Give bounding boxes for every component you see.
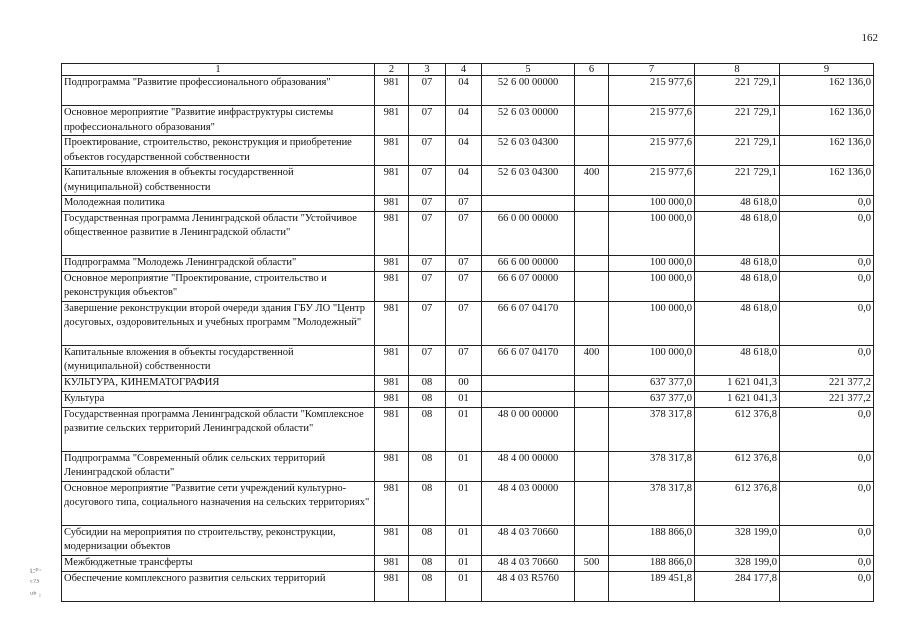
table-row bbox=[62, 211, 874, 255]
table-row bbox=[62, 271, 874, 301]
row-code-2: 981 bbox=[375, 196, 409, 212]
row-code-5: 48 4 00 00000 bbox=[482, 451, 575, 481]
row-code-6 bbox=[575, 375, 609, 391]
row-value-8: 328 199,0 bbox=[695, 525, 780, 555]
row-name: Подпрограмма "Современный облик сельских территорий Ленинградской области" bbox=[62, 451, 375, 481]
row-value-9: 0,0 bbox=[780, 345, 874, 375]
row-code-2: 981 bbox=[375, 271, 409, 301]
row-code-5: 48 4 03 00000 bbox=[482, 481, 575, 525]
table-row bbox=[62, 571, 874, 601]
row-value-8: 221 729,1 bbox=[695, 136, 780, 166]
row-name: Субсидии на мероприятия по строительству, реконструкции, модернизации объектов bbox=[62, 525, 375, 555]
row-name: Молодежная политика bbox=[62, 196, 375, 212]
row-code-2: 981 bbox=[375, 481, 409, 525]
row-code-5: 66 6 07 04170 bbox=[482, 345, 575, 375]
row-value-7: 100 000,0 bbox=[609, 255, 695, 271]
row-value-7: 100 000,0 bbox=[609, 345, 695, 375]
row-code-3: 08 bbox=[409, 571, 446, 601]
row-code-4: 04 bbox=[446, 136, 482, 166]
margin-mark: ι:ᵖ· bbox=[30, 566, 42, 575]
row-code-3: 08 bbox=[409, 555, 446, 571]
row-code-4: 01 bbox=[446, 555, 482, 571]
row-code-5: 66 6 00 00000 bbox=[482, 255, 575, 271]
row-code-4: 07 bbox=[446, 271, 482, 301]
row-code-2: 981 bbox=[375, 106, 409, 136]
row-code-3: 08 bbox=[409, 525, 446, 555]
col-header-7: 7 bbox=[609, 64, 695, 76]
row-code-3: 08 bbox=[409, 451, 446, 481]
row-name: КУЛЬТУРА, КИНЕМАТОГРАФИЯ bbox=[62, 375, 375, 391]
row-value-7: 189 451,8 bbox=[609, 571, 695, 601]
margin-mark: ᶜ⁷³ bbox=[30, 578, 40, 587]
row-value-9: 0,0 bbox=[780, 525, 874, 555]
row-value-7: 215 977,6 bbox=[609, 166, 695, 196]
row-value-8: 48 618,0 bbox=[695, 196, 780, 212]
row-code-6 bbox=[575, 211, 609, 255]
row-name: Капитальные вложения в объекты государственной (муниципальной) собственности bbox=[62, 345, 375, 375]
table-row bbox=[62, 76, 874, 106]
margin-mark: ᵘᵇ ᵢ bbox=[30, 590, 41, 599]
row-code-3: 07 bbox=[409, 76, 446, 106]
row-code-3: 07 bbox=[409, 166, 446, 196]
row-value-9: 162 136,0 bbox=[780, 166, 874, 196]
row-value-8: 1 621 041,3 bbox=[695, 375, 780, 391]
row-code-2: 981 bbox=[375, 391, 409, 407]
row-code-6: 400 bbox=[575, 345, 609, 375]
row-code-5: 52 6 00 00000 bbox=[482, 76, 575, 106]
row-code-6 bbox=[575, 271, 609, 301]
row-value-9: 0,0 bbox=[780, 451, 874, 481]
table-row bbox=[62, 375, 874, 391]
row-code-6 bbox=[575, 301, 609, 345]
row-value-7: 100 000,0 bbox=[609, 271, 695, 301]
row-name: Основное мероприятие "Развитие сети учреждений культурно-досугового типа, социального назначения на сельских территориях" bbox=[62, 481, 375, 525]
table-row bbox=[62, 525, 874, 555]
row-name: Завершение реконструкции второй очереди здания ГБУ ЛО "Центр досуговых, оздоровительных и учебных программ "Молодежный" bbox=[62, 301, 375, 345]
row-value-7: 637 377,0 bbox=[609, 375, 695, 391]
row-code-4: 04 bbox=[446, 76, 482, 106]
row-value-7: 215 977,6 bbox=[609, 136, 695, 166]
header-row bbox=[62, 64, 874, 76]
row-value-8: 48 618,0 bbox=[695, 255, 780, 271]
row-code-3: 07 bbox=[409, 271, 446, 301]
col-header-3: 3 bbox=[409, 64, 446, 76]
col-header-4: 4 bbox=[446, 64, 482, 76]
row-value-8: 1 621 041,3 bbox=[695, 391, 780, 407]
row-name: Культура bbox=[62, 391, 375, 407]
row-code-2: 981 bbox=[375, 255, 409, 271]
row-code-6 bbox=[575, 407, 609, 451]
row-code-5: 48 4 03 R5760 bbox=[482, 571, 575, 601]
row-code-6 bbox=[575, 571, 609, 601]
row-name: Капитальные вложения в объекты государственной (муниципальной) собственности bbox=[62, 166, 375, 196]
row-value-9: 0,0 bbox=[780, 211, 874, 255]
row-code-2: 981 bbox=[375, 345, 409, 375]
row-code-4: 07 bbox=[446, 255, 482, 271]
row-value-9: 221 377,2 bbox=[780, 391, 874, 407]
row-code-2: 981 bbox=[375, 571, 409, 601]
row-code-6: 400 bbox=[575, 166, 609, 196]
row-code-5: 48 0 00 00000 bbox=[482, 407, 575, 451]
col-header-6: 6 bbox=[575, 64, 609, 76]
table-row bbox=[62, 196, 874, 212]
col-header-5: 5 bbox=[482, 64, 575, 76]
row-code-4: 01 bbox=[446, 571, 482, 601]
row-name: Основное мероприятие "Проектирование, строительство и реконструкция объектов" bbox=[62, 271, 375, 301]
row-code-2: 981 bbox=[375, 301, 409, 345]
row-name: Государственная программа Ленинградской области "Устойчивое общественное развитие в Ленинградской области" bbox=[62, 211, 375, 255]
row-code-5: 48 4 03 70660 bbox=[482, 555, 575, 571]
row-code-4: 01 bbox=[446, 407, 482, 451]
row-code-4: 01 bbox=[446, 391, 482, 407]
row-code-6 bbox=[575, 106, 609, 136]
row-name: Подпрограмма "Развитие профессионального образования" bbox=[62, 76, 375, 106]
row-code-3: 08 bbox=[409, 375, 446, 391]
row-code-5: 52 6 03 00000 bbox=[482, 106, 575, 136]
row-code-5: 52 6 03 04300 bbox=[482, 136, 575, 166]
row-name: Межбюджетные трансферты bbox=[62, 555, 375, 571]
budget-table bbox=[61, 63, 874, 602]
row-code-4: 07 bbox=[446, 211, 482, 255]
table-row bbox=[62, 166, 874, 196]
row-value-8: 328 199,0 bbox=[695, 555, 780, 571]
row-value-9: 0,0 bbox=[780, 196, 874, 212]
row-code-4: 01 bbox=[446, 451, 482, 481]
row-value-7: 188 866,0 bbox=[609, 525, 695, 555]
row-value-8: 48 618,0 bbox=[695, 211, 780, 255]
row-code-2: 981 bbox=[375, 451, 409, 481]
row-code-2: 981 bbox=[375, 76, 409, 106]
row-code-3: 07 bbox=[409, 106, 446, 136]
table-row bbox=[62, 451, 874, 481]
row-value-7: 100 000,0 bbox=[609, 301, 695, 345]
row-value-7: 215 977,6 bbox=[609, 76, 695, 106]
row-code-5 bbox=[482, 391, 575, 407]
row-value-9: 162 136,0 bbox=[780, 136, 874, 166]
row-code-2: 981 bbox=[375, 211, 409, 255]
table-row bbox=[62, 407, 874, 451]
row-value-7: 637 377,0 bbox=[609, 391, 695, 407]
col-header-1: 1 bbox=[62, 64, 375, 76]
row-code-3: 08 bbox=[409, 481, 446, 525]
row-code-3: 07 bbox=[409, 345, 446, 375]
row-value-9: 0,0 bbox=[780, 571, 874, 601]
row-code-4: 07 bbox=[446, 301, 482, 345]
row-code-4: 07 bbox=[446, 345, 482, 375]
row-name: Государственная программа Ленинградской области "Комплексное развитие сельских территорий Ленинградской области" bbox=[62, 407, 375, 451]
col-header-9: 9 bbox=[780, 64, 874, 76]
row-code-6 bbox=[575, 255, 609, 271]
row-code-5: 66 0 00 00000 bbox=[482, 211, 575, 255]
table-row bbox=[62, 255, 874, 271]
row-code-6 bbox=[575, 391, 609, 407]
table-body bbox=[62, 64, 874, 602]
table-row bbox=[62, 555, 874, 571]
row-code-3: 07 bbox=[409, 301, 446, 345]
row-code-3: 07 bbox=[409, 211, 446, 255]
row-code-6: 500 bbox=[575, 555, 609, 571]
row-value-9: 0,0 bbox=[780, 301, 874, 345]
row-value-7: 378 317,8 bbox=[609, 451, 695, 481]
table-row bbox=[62, 136, 874, 166]
row-code-2: 981 bbox=[375, 166, 409, 196]
row-code-6 bbox=[575, 196, 609, 212]
table-row bbox=[62, 345, 874, 375]
page-number: 162 bbox=[861, 32, 878, 44]
row-code-2: 981 bbox=[375, 136, 409, 166]
row-code-4: 00 bbox=[446, 375, 482, 391]
col-header-8: 8 bbox=[695, 64, 780, 76]
row-value-7: 100 000,0 bbox=[609, 211, 695, 255]
row-code-3: 07 bbox=[409, 136, 446, 166]
table-row bbox=[62, 481, 874, 525]
row-value-9: 0,0 bbox=[780, 481, 874, 525]
row-code-5: 66 6 07 04170 bbox=[482, 301, 575, 345]
row-code-5 bbox=[482, 375, 575, 391]
row-code-4: 04 bbox=[446, 166, 482, 196]
row-value-7: 378 317,8 bbox=[609, 407, 695, 451]
row-code-2: 981 bbox=[375, 375, 409, 391]
row-value-8: 221 729,1 bbox=[695, 166, 780, 196]
table-row bbox=[62, 301, 874, 345]
row-value-7: 100 000,0 bbox=[609, 196, 695, 212]
row-code-6 bbox=[575, 451, 609, 481]
row-value-9: 162 136,0 bbox=[780, 76, 874, 106]
row-code-5 bbox=[482, 196, 575, 212]
row-code-6 bbox=[575, 76, 609, 106]
table-row bbox=[62, 106, 874, 136]
row-value-9: 0,0 bbox=[780, 271, 874, 301]
row-value-9: 0,0 bbox=[780, 255, 874, 271]
row-value-7: 215 977,6 bbox=[609, 106, 695, 136]
row-value-8: 612 376,8 bbox=[695, 407, 780, 451]
row-name: Подпрограмма "Молодежь Ленинградской области" bbox=[62, 255, 375, 271]
row-value-9: 162 136,0 bbox=[780, 106, 874, 136]
row-code-4: 01 bbox=[446, 525, 482, 555]
row-code-4: 04 bbox=[446, 106, 482, 136]
row-value-9: 221 377,2 bbox=[780, 375, 874, 391]
row-code-6 bbox=[575, 525, 609, 555]
row-code-3: 08 bbox=[409, 407, 446, 451]
row-value-8: 48 618,0 bbox=[695, 345, 780, 375]
row-code-5: 66 6 07 00000 bbox=[482, 271, 575, 301]
row-value-8: 48 618,0 bbox=[695, 301, 780, 345]
row-value-7: 378 317,8 bbox=[609, 481, 695, 525]
row-name: Проектирование, строительство, реконструкция и приобретение объектов государственной собственности bbox=[62, 136, 375, 166]
row-code-3: 08 bbox=[409, 391, 446, 407]
row-value-9: 0,0 bbox=[780, 407, 874, 451]
row-code-5: 52 6 03 04300 bbox=[482, 166, 575, 196]
row-code-2: 981 bbox=[375, 407, 409, 451]
row-code-3: 07 bbox=[409, 255, 446, 271]
row-value-8: 221 729,1 bbox=[695, 106, 780, 136]
row-value-8: 221 729,1 bbox=[695, 76, 780, 106]
row-name: Обеспечение комплексного развития сельских территорий bbox=[62, 571, 375, 601]
row-name: Основное мероприятие "Развитие инфраструктуры системы профессионального образования" bbox=[62, 106, 375, 136]
row-value-7: 188 866,0 bbox=[609, 555, 695, 571]
row-value-9: 0,0 bbox=[780, 555, 874, 571]
row-value-8: 48 618,0 bbox=[695, 271, 780, 301]
table-row bbox=[62, 391, 874, 407]
row-value-8: 284 177,8 bbox=[695, 571, 780, 601]
row-code-6 bbox=[575, 136, 609, 166]
row-code-3: 07 bbox=[409, 196, 446, 212]
row-value-8: 612 376,8 bbox=[695, 481, 780, 525]
row-value-8: 612 376,8 bbox=[695, 451, 780, 481]
row-code-6 bbox=[575, 481, 609, 525]
row-code-4: 01 bbox=[446, 481, 482, 525]
row-code-4: 07 bbox=[446, 196, 482, 212]
col-header-2: 2 bbox=[375, 64, 409, 76]
row-code-2: 981 bbox=[375, 555, 409, 571]
row-code-2: 981 bbox=[375, 525, 409, 555]
row-code-5: 48 4 03 70660 bbox=[482, 525, 575, 555]
